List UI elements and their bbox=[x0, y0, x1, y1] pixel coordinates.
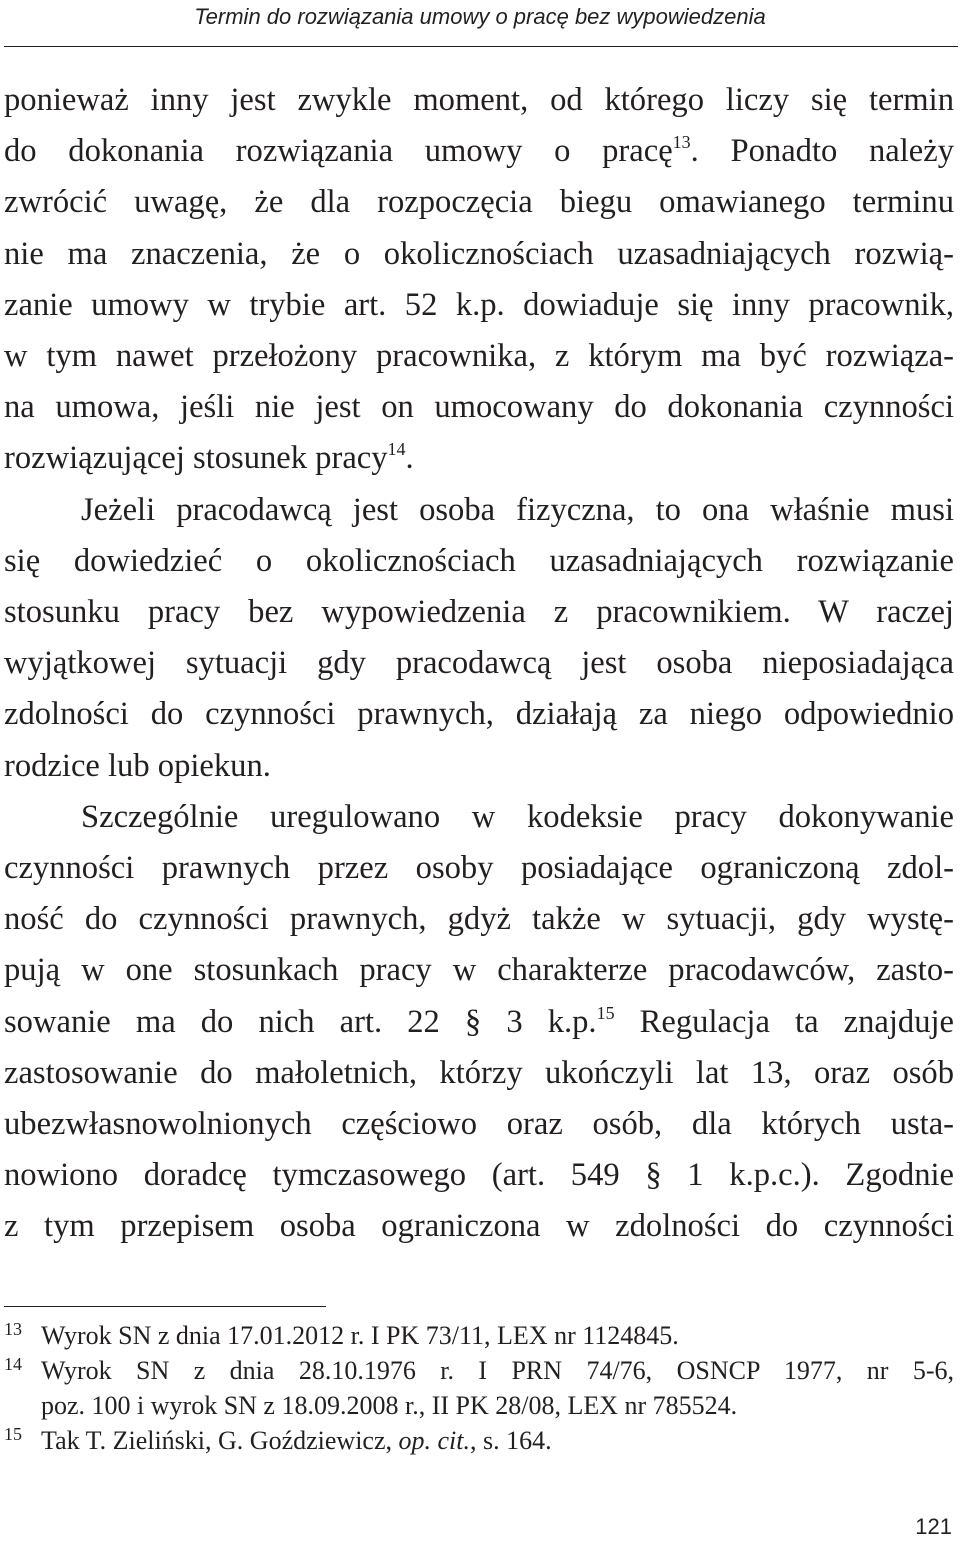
text-line: nowiono doradcę tymczasowego (art. 549 § 1 k.p.c.). Zgodnie bbox=[4, 1157, 954, 1194]
running-title: Termin do rozwiązania umowy o pracę bez wypowiedzenia bbox=[194, 4, 766, 29]
text-line: ponieważ inny jest zwykle moment, od którego liczy się termin bbox=[4, 82, 954, 118]
text-line: ubezwłasnowolnionych częściowo oraz osób, dla których usta- bbox=[4, 1106, 954, 1143]
footnotes bbox=[4, 1318, 954, 1458]
text-span: sowanie ma do nich art. 22 § 3 k.p. bbox=[4, 1003, 597, 1040]
text-line: Szczególnie uregulowano w kodeksie pracy dokonywanie bbox=[81, 798, 954, 835]
footnote-14 bbox=[4, 1353, 954, 1423]
text-span: rozwiązującej stosunek pracy bbox=[4, 440, 388, 477]
text-span: . Ponadto należy bbox=[690, 133, 955, 170]
footnote-number: 14 bbox=[4, 1354, 22, 1374]
footnote-13 bbox=[4, 1318, 954, 1353]
footnote-number: 13 bbox=[4, 1319, 22, 1339]
text-line: rodzice lub opiekun. bbox=[4, 747, 271, 784]
text-line: wyjątkowej sytuacji gdy pracodawcą jest osoba nieposiadająca bbox=[4, 645, 954, 682]
text-line bbox=[4, 997, 954, 1048]
text-line: czynności prawnych przez osoby posiadające ograniczoną zdol- bbox=[4, 850, 954, 887]
text-span: Tak T. Zieliński, G. Goździewicz, bbox=[41, 1426, 399, 1455]
text-line: się dowiedzieć o okolicznościach uzasadniających rozwiązanie bbox=[4, 542, 954, 579]
paragraph-3 bbox=[4, 792, 954, 1253]
header-divider bbox=[4, 46, 958, 47]
paragraph-1 bbox=[4, 75, 954, 485]
footnote-text: Wyrok SN z dnia 17.01.2012 r. I PK 73/11, LEX nr 1124845. bbox=[41, 1321, 679, 1350]
footnote-15 bbox=[4, 1423, 954, 1458]
page-number: 121 bbox=[915, 1514, 952, 1539]
footnote-ref-14[interactable]: 14 bbox=[387, 439, 406, 460]
text-line: nie ma znaczenia, że o okolicznościach uzasadniających rozwią- bbox=[4, 235, 954, 272]
text-span: . bbox=[405, 440, 414, 477]
footnote-text bbox=[41, 1423, 954, 1458]
text-line bbox=[4, 433, 954, 484]
footnote-text: poz. 100 i wyrok SN z 18.09.2008 r., II PK 28/08, LEX nr 785524. bbox=[41, 1391, 738, 1420]
text-line: zanie umowy w trybie art. 52 k.p. dowiaduje się inny pracownik, bbox=[4, 286, 954, 323]
text-span: , s. 164. bbox=[470, 1426, 552, 1455]
running-header bbox=[0, 0, 960, 48]
text-span: Regulacja ta znajduje bbox=[614, 1003, 954, 1040]
text-line: zdolności do czynności prawnych, działają za niego odpowiednio bbox=[4, 696, 954, 733]
footnote-divider bbox=[4, 1306, 326, 1307]
text-line bbox=[4, 126, 954, 177]
text-line: Jeżeli pracodawcą jest osoba fizyczna, to ona właśnie musi bbox=[81, 491, 954, 528]
text-span: do dokonania rozwiązania umowy o pracę bbox=[4, 133, 673, 170]
text-line: z tym przepisem osoba ograniczona w zdolności do czynności bbox=[4, 1208, 954, 1245]
footnote-number: 15 bbox=[4, 1424, 22, 1444]
text-line: ność do czynności prawnych, gdyż także w sytuacji, gdy wystę- bbox=[4, 901, 954, 938]
text-line: pują w one stosunkach pracy w charakterze pracodawców, zasto- bbox=[4, 952, 954, 989]
main-text bbox=[4, 75, 954, 1253]
footnote-ref-15[interactable]: 15 bbox=[596, 1002, 615, 1023]
text-line: zastosowanie do małoletnich, którzy ukończyli lat 13, oraz osób bbox=[4, 1054, 954, 1091]
italic-citation: op. cit. bbox=[398, 1426, 470, 1455]
text-line: na umowa, jeśli nie jest on umocowany do dokonania czynności bbox=[4, 389, 954, 426]
paragraph-2 bbox=[4, 485, 954, 792]
footnote-text: Wyrok SN z dnia 28.10.1976 r. I PRN 74/76, OSNCP 1977, nr 5-6, bbox=[41, 1356, 954, 1385]
text-line: zwrócić uwagę, że dla rozpoczęcia biegu omawianego terminu bbox=[4, 184, 954, 221]
text-line: w tym nawet przełożony pracownika, z którym ma być rozwiąza- bbox=[4, 338, 954, 375]
footnote-ref-13[interactable]: 13 bbox=[672, 132, 691, 153]
text-line: stosunku pracy bez wypowiedzenia z pracownikiem. W raczej bbox=[4, 594, 954, 631]
